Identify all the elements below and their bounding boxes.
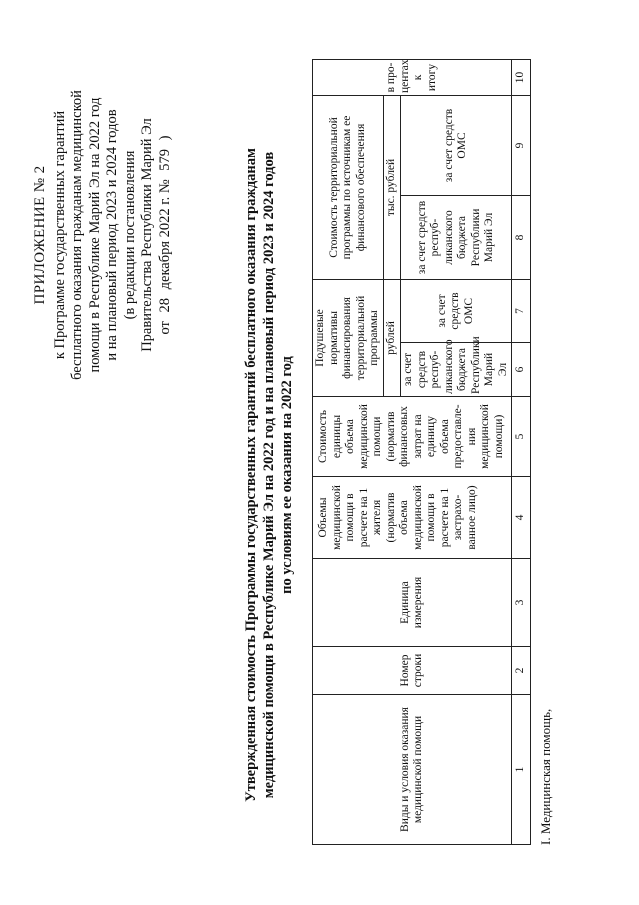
column-number: 4: [512, 477, 531, 559]
date-rest: декабря 2022 г. №: [156, 179, 173, 290]
document-title: [242, 105, 296, 845]
header-volumes: Объемы медицинской помощи в расчете на 1 жителя (норматив объема медицинской помощи в расчете на 1 застрахо-ванное лицо): [313, 477, 512, 559]
appendix-line: Правительства Республики Марий Эл: [139, 118, 155, 352]
header-per-capita: Подушевые нормативы финансирования территориальной программы: [313, 279, 384, 396]
sub-oms: за счет средств ОМС: [401, 279, 512, 342]
appendix-line: к Программе государственных гарантий: [51, 110, 68, 360]
date-close: ): [156, 135, 173, 141]
sub-republic-budget: за счет средств респуб-ликанского бюджета Республики Марий Эл: [401, 343, 512, 397]
sub-republic-budget: за счет средств респуб-ликанского бюджета Республики Марий Эл: [401, 195, 512, 279]
column-number: 7: [512, 279, 531, 342]
date-number: 579: [156, 148, 173, 171]
title-line: Утвержденная стоимость Программы государственных гарантий бесплатного оказания гражданам: [243, 148, 259, 802]
column-number: 1: [512, 695, 531, 845]
date-day: 28: [156, 297, 173, 313]
header-unit-cost: Стоимость единицы объема медицинской помощи (норматив финансовых затрат на единицу объема предоставле-ния медицинской помощи): [313, 397, 512, 477]
rotated-content: [20, 20, 620, 880]
unit-rub: рублей: [384, 279, 401, 396]
appendix-line: бесплатного оказания гражданам медицинской: [69, 90, 85, 380]
header-types: Виды и условия оказания медицинской помощи: [313, 695, 512, 845]
header-percent: в про-центах к итогу: [313, 59, 512, 95]
column-number: 2: [512, 647, 531, 695]
appendix-header: [32, 40, 174, 430]
column-number: 5: [512, 397, 531, 477]
header-row-number: Номер строки: [313, 647, 512, 695]
column-number: 10: [512, 59, 531, 95]
footnote: I. Медицинская помощь,: [538, 708, 553, 845]
appendix-line: (в редакции постановления: [121, 150, 138, 320]
date-prefix: от: [156, 321, 173, 335]
header-unit: Единица измерения: [313, 559, 512, 647]
unit-thousand-rub: тыс. рублей: [384, 95, 401, 279]
cost-table: [312, 59, 531, 845]
appendix-line: помощи в Республике Марий Эл на 2022 год: [86, 97, 103, 373]
header-territorial-cost: Стоимость территориальной программы по источникам ее финансового обеспечения: [313, 95, 384, 279]
column-number: 3: [512, 559, 531, 647]
column-number: 8: [512, 195, 531, 279]
sub-oms: за счет средств ОМС: [401, 95, 512, 195]
title-line: медицинской помощи в Республике Марий Эл на 2022 год и на плановый период 2023 и 2024 годов: [261, 151, 277, 799]
title-line: по условиям ее оказания на 2022 год: [279, 356, 295, 594]
column-number: 9: [512, 95, 531, 195]
appendix-date-line: [157, 40, 175, 430]
column-numbers-row: [512, 59, 531, 844]
appendix-line: и на плановый период 2023 и 2024 годов: [104, 109, 120, 361]
appendix-title: ПРИЛОЖЕНИЕ № 2: [32, 165, 48, 305]
column-number: 6: [512, 343, 531, 397]
